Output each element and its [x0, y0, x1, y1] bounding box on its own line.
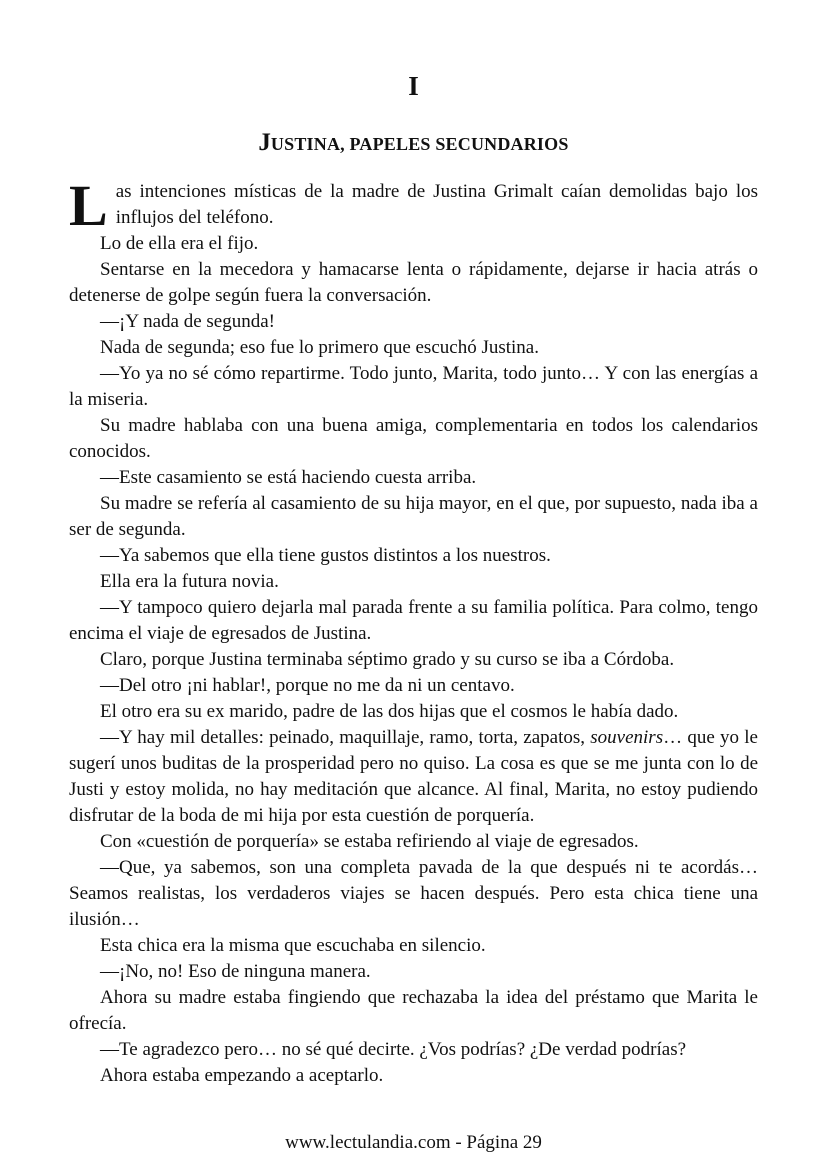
chapter-title-initial: J	[258, 129, 271, 156]
dialogue-line: —Ya sabemos que ella tiene gustos distintos a los nuestros.	[100, 545, 551, 566]
chapter-title	[69, 130, 758, 157]
dialogue-line: —Y tampoco quiero dejarla mal parada frente a su familia política. Para colmo, tengo encima el viaje de egresados de Justina.	[69, 597, 758, 644]
page-footer: www.lectulandia.com - Página 29	[285, 1132, 542, 1153]
paragraph: El otro era su ex marido, padre de las dos hijas que el cosmos le había dado.	[100, 701, 679, 722]
dialogue-line: —¡Y nada de segunda!	[100, 311, 275, 332]
chapter-title-rest: USTINA, PAPELES SECUNDARIOS	[270, 134, 569, 154]
dialogue-line: —Te agradezco pero… no sé qué decirte. ¿Vos podrías? ¿De verdad podrías?	[100, 1039, 687, 1060]
paragraph: Esta chica era la misma que escuchaba en silencio.	[100, 935, 486, 956]
dialogue-line: —Que, ya sabemos, son una completa pavada de la que después ni te acordás… Seamos realistas, los verdaderos viajes se hacen después. Pero esta chica tiene una ilusión…	[69, 857, 758, 930]
paragraph: Con «cuestión de porquería» se estaba refiriendo al viaje de egresados.	[100, 831, 639, 852]
paragraph: Lo de ella era el fijo.	[100, 233, 259, 254]
paragraph: Ahora estaba empezando a aceptarlo.	[100, 1065, 384, 1086]
paragraph-opening	[69, 173, 758, 238]
paragraph: Sentarse en la mecedora y hamacarse lenta o rápidamente, dejarse ir hacia atrás o detenerse de golpe según fuera la conversación.	[69, 259, 758, 306]
paragraph: Nada de segunda; eso fue lo primero que escuchó Justina.	[100, 337, 539, 358]
dialogue-line	[69, 725, 758, 829]
paragraph: Ahora su madre estaba fingiendo que rechazaba la idea del préstamo que Marita le ofrecía.	[69, 987, 758, 1034]
dialogue-line: —Del otro ¡ni hablar!, porque no me da ni un centavo.	[100, 675, 515, 696]
paragraph: Claro, porque Justina terminaba séptimo grado y su curso se iba a Córdoba.	[100, 649, 675, 670]
dialogue-line: —Yo ya no sé cómo repartirme. Todo junto, Marita, todo junto… Y con las energías a la miseria.	[69, 363, 758, 410]
paragraph-text: as intenciones místicas de la madre de Justina Grimalt caían demolidas bajo los influjos del teléfono.	[115, 181, 758, 228]
paragraph: Ella era la futura novia.	[100, 571, 279, 592]
chapter-body	[69, 173, 758, 1089]
paragraph: Su madre se refería al casamiento de su hija mayor, en el que, por supuesto, nada iba a ser de segunda.	[69, 493, 758, 540]
drop-cap: L	[69, 173, 108, 238]
chapter-number: I	[408, 71, 419, 101]
paragraph-text: … que yo le sugerí unos buditas de la prosperidad pero no quiso. La cosa es que se me junta con lo de Justi y estoy molida, no hay meditación que alcance. Al final, Marita, no estoy pudiendo disfrutar de la boda de mi hija por esta cuestión de porquería.	[69, 727, 758, 826]
dialogue-line: —Este casamiento se está haciendo cuesta arriba.	[100, 467, 477, 488]
dialogue-line: —¡No, no! Eso de ninguna manera.	[100, 961, 371, 982]
italic-word: souvenirs	[590, 727, 664, 748]
book-page	[69, 0, 758, 1171]
paragraph-text: —Y hay mil detalles: peinado, maquillaje, ramo, torta, zapatos,	[100, 727, 591, 748]
paragraph: Su madre hablaba con una buena amiga, complementaria en todos los calendarios conocidos.	[69, 415, 758, 462]
